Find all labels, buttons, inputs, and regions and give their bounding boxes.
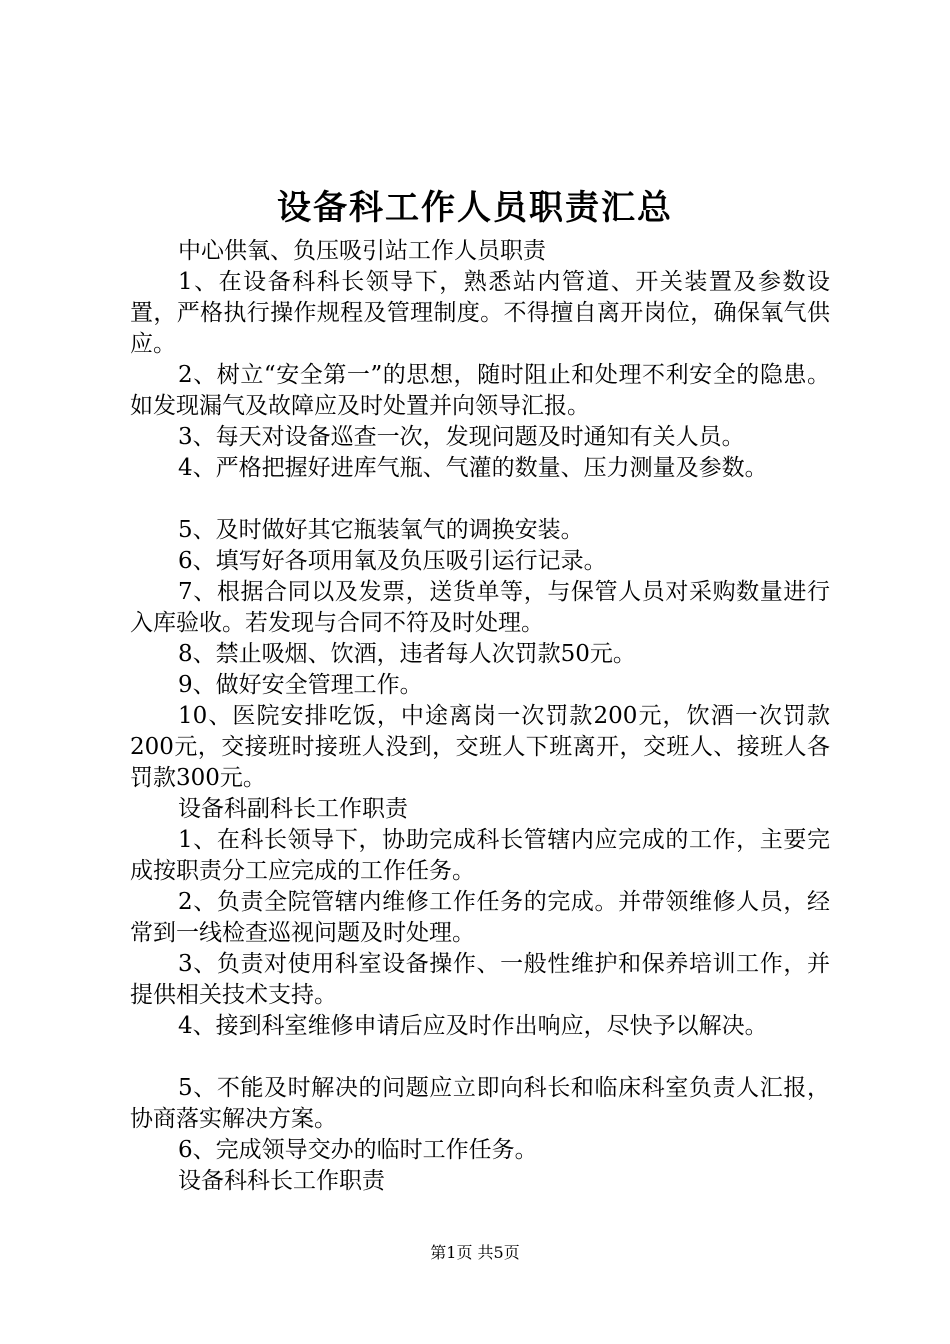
duty-item-5: 5、及时做好其它瓶装氧气的调换安装。 — [178, 517, 584, 543]
page-number-footer: 第1页 共5页 — [430, 1243, 520, 1262]
section-heading-oxygen-station: 中心供氧、负压吸引站工作人员职责 — [178, 238, 546, 264]
duty-item-1: 1、在设备科科长领导下，熟悉站内管道、开关装置及参数设置，严格执行操作规程及管理制度。不得擅自离开岗位，确保氧气供应。 — [130, 269, 830, 357]
document-title: 设备科工作人员职责汇总 — [277, 188, 673, 228]
deputy-duty-item-1: 1、在科长领导下，协助完成科长管辖内应完成的工作，主要完成按职责分工应完成的工作任务。 — [130, 827, 830, 884]
deputy-duty-item-3: 3、负责对使用科室设备操作、一般性维护和保养培训工作，并提供相关技术支持。 — [130, 951, 830, 1008]
document-body — [130, 236, 830, 1197]
section-heading-deputy-chief: 设备科副科长工作职责 — [178, 796, 408, 822]
duty-item-2: 2、树立“安全第一”的思想，随时阻止和处理不利安全的隐患。如发现漏气及故障应及时处置并向领导汇报。 — [130, 362, 830, 419]
deputy-duty-item-6: 6、完成领导交办的临时工作任务。 — [178, 1137, 538, 1163]
duty-item-10: 10、医院安排吃饭，中途离岗一次罚款200元，饮酒一次罚款200元，交接班时接班人没到，交班人下班离开，交班人、接班人各罚款300元。 — [130, 703, 830, 791]
duty-item-7: 7、根据合同以及发票，送货单等，与保管人员对采购数量进行入库验收。若发现与合同不符及时处理。 — [130, 579, 830, 636]
duty-item-4: 4、严格把握好进库气瓶、气灌的数量、压力测量及参数。 — [178, 455, 768, 481]
deputy-duty-item-2: 2、负责全院管辖内维修工作任务的完成。并带领维修人员，经常到一线检查巡视问题及时处理。 — [130, 889, 830, 946]
deputy-duty-item-5: 5、不能及时解决的问题应立即向科长和临床科室负责人汇报，协商落实解决方案。 — [130, 1075, 830, 1132]
section-heading-chief: 设备科科长工作职责 — [178, 1168, 385, 1194]
duty-item-6: 6、填写好各项用氧及负压吸引运行记录。 — [178, 548, 607, 574]
duty-item-8: 8、禁止吸烟、饮酒，违者每人次罚款50元。 — [178, 641, 636, 667]
deputy-duty-item-4: 4、接到科室维修申请后应及时作出响应，尽快予以解决。 — [178, 1013, 768, 1039]
duty-item-9: 9、做好安全管理工作。 — [178, 672, 423, 698]
duty-item-3: 3、每天对设备巡查一次，发现问题及时通知有关人员。 — [178, 424, 745, 450]
